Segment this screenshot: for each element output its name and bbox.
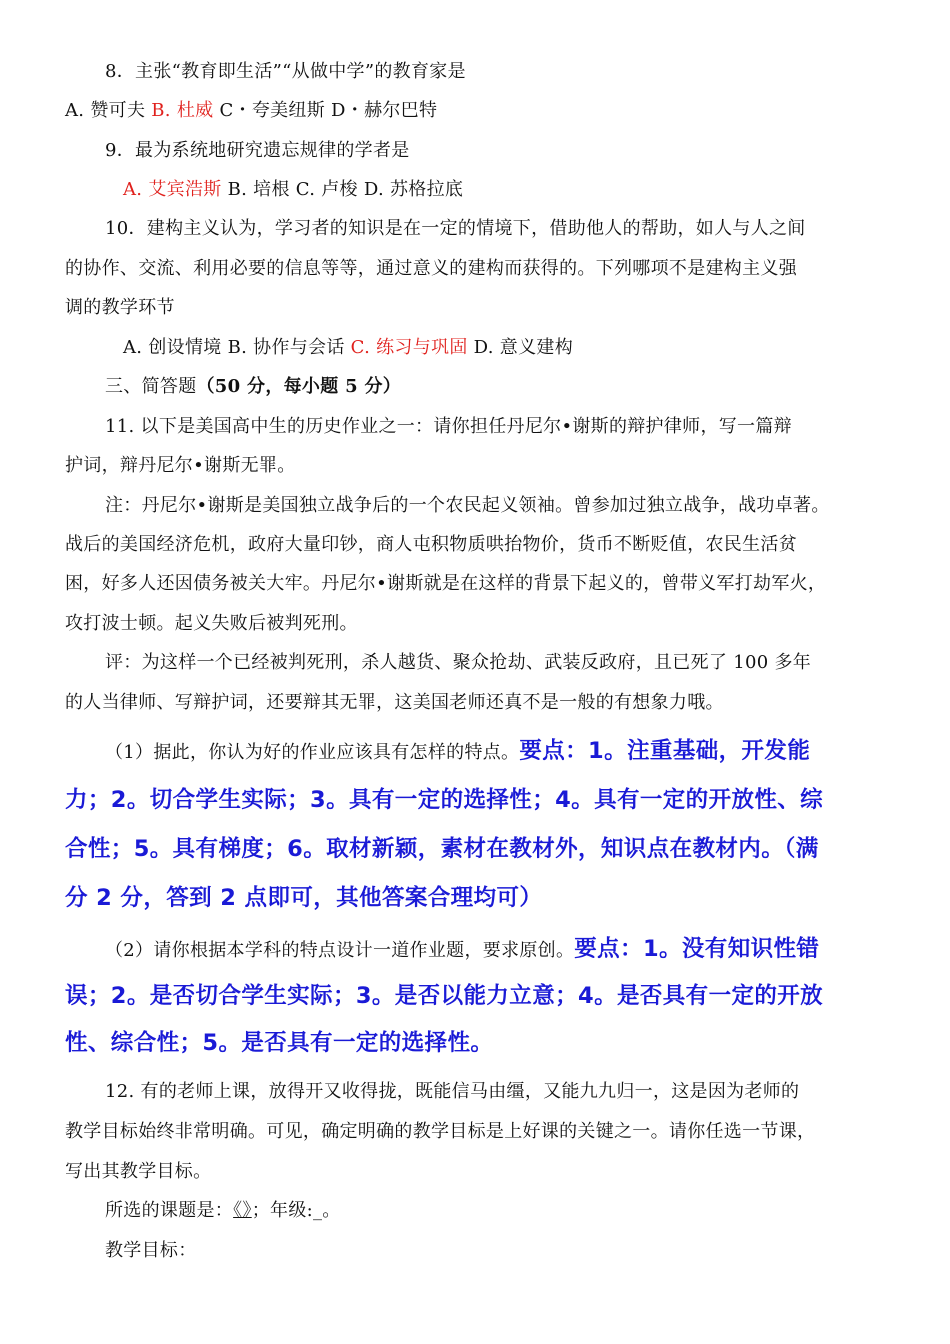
question-11-sub-2 [105, 934, 819, 964]
question-11-sub-1-answer-line-3: 合性；5。具有梯度；6。取材新颖，素材在教材外，知识点在教材内。（满 [65, 836, 819, 862]
section-3-heading [105, 375, 401, 399]
question-11-comment-line-2: 的人当律师、写辩护词，还要辩其无罪，这美国老师还真不是一般的有想象力哦。 [65, 692, 724, 713]
question-11-comment-line-1: 评：为这样一个已经被判死刑，杀人越货、聚众抢劫、武装反政府，且已死了 100 多年 [105, 652, 812, 673]
question-11-note-line-1: 注：丹尼尔•谢斯是美国独立战争后的一个农民起义领袖。曾参加过独立战争，战功卓著。 [105, 495, 830, 516]
question-12-stem-line-2: 教学目标始终非常明确。可见，确定明确的教学目标是上好课的关键之一。请你任选一节课， [65, 1121, 816, 1142]
question-9-option-bcd: B. 培根 C. 卢梭 D. 苏格拉底 [221, 179, 464, 200]
question-11-sub-2-answer-line-1: 要点：1。没有知识性错 [574, 936, 820, 962]
question-12-topic-line [105, 1199, 341, 1223]
question-12-grade-label: ；年级:_。 [251, 1200, 341, 1221]
question-11-sub-1 [105, 736, 810, 766]
question-10-stem-line-3: 调的教学环节 [65, 297, 175, 318]
question-10-option-ab: A. 创设情境 B. 协作与会话 [123, 337, 351, 358]
question-11-sub-1-question: （1）据此，你认为好的作业应该具有怎样的特点。 [105, 742, 520, 763]
question-11-note-line-2: 战后的美国经济危机，政府大量印钞，商人屯积物质哄抬物价，货币不断贬值，农民生活贫 [65, 534, 797, 555]
question-12-topic-blank: 《》 [233, 1200, 252, 1221]
question-11-stem-line-1: 11. 以下是美国高中生的历史作业之一：请你担任丹尼尔•谢斯的辩护律师，写一篇辩 [105, 416, 792, 437]
question-11-note-line-3: 困，好多人还因债务被关大牢。丹尼尔•谢斯就是在这样的背景下起义的，曾带义军打劫军火， [65, 573, 827, 594]
question-10-stem-line-2: 的协作、交流、利用必要的信息等等，通过意义的建构而获得的。下列哪项不是建构主义强 [65, 258, 797, 279]
question-10-option-d: D. 意义建构 [467, 337, 573, 358]
question-10-stem-line-1: 10．建构主义认为，学习者的知识是在一定的情境下，借助他人的帮助，如人与人之间 [105, 218, 806, 239]
question-11-sub-2-answer-line-2: 误；2。是否切合学生实际；3。是否以能力立意；4。是否具有一定的开放 [65, 983, 824, 1009]
question-9-stem: 9．最为系统地研究遗忘规律的学者是 [105, 140, 410, 161]
question-12-goal-label: 教学目标： [105, 1240, 197, 1261]
question-11-sub-1-answer-line-1: 要点：1。注重基础，开发能 [519, 738, 811, 764]
question-12-stem-line-1: 12. 有的老师上课，放得开又收得拢，既能信马由缰，又能九九归一，这是因为老师的 [105, 1081, 800, 1102]
section-3-title: 三、简答题 [105, 376, 197, 397]
question-8-option-a: A. 赞可夫 [65, 100, 152, 121]
question-10-options [123, 336, 573, 360]
question-11-sub-1-answer-line-2: 力；2。切合学生实际；3。具有一定的选择性；4。具有一定的开放性、综 [65, 787, 824, 813]
question-8-stem: 8．主张“教育即生活”“从做中学”的教育家是 [105, 61, 466, 82]
question-10-option-c-answer: C. 练习与巩固 [350, 337, 468, 358]
question-9-option-a-answer: A. 艾宾浩斯 [123, 179, 222, 200]
question-8-options [65, 99, 437, 123]
question-8-option-b-answer: B. 杜威 [151, 100, 214, 121]
question-11-sub-1-answer-line-4: 分 2 分，答到 2 点即可，其他答案合理均可） [65, 885, 543, 911]
question-11-stem-line-2: 护词，辩丹尼尔•谢斯无罪。 [65, 455, 296, 476]
question-9-options [123, 178, 463, 202]
question-11-sub-2-question: （2）请你根据本学科的特点设计一道作业题，要求原创。 [105, 940, 575, 961]
question-11-sub-2-answer-line-3: 性、综合性；5。是否具有一定的选择性。 [65, 1030, 494, 1056]
section-3-score: （50 分，每小题 5 分） [196, 376, 402, 397]
question-12-stem-line-3: 写出其教学目标。 [65, 1161, 212, 1182]
question-12-topic-label: 所选的课题是： [105, 1200, 234, 1221]
question-8-option-cd: C・夸美纽斯 D・赫尔巴特 [213, 100, 438, 121]
question-11-note-line-4: 攻打波士顿。起义失败后被判死刑。 [65, 613, 358, 634]
